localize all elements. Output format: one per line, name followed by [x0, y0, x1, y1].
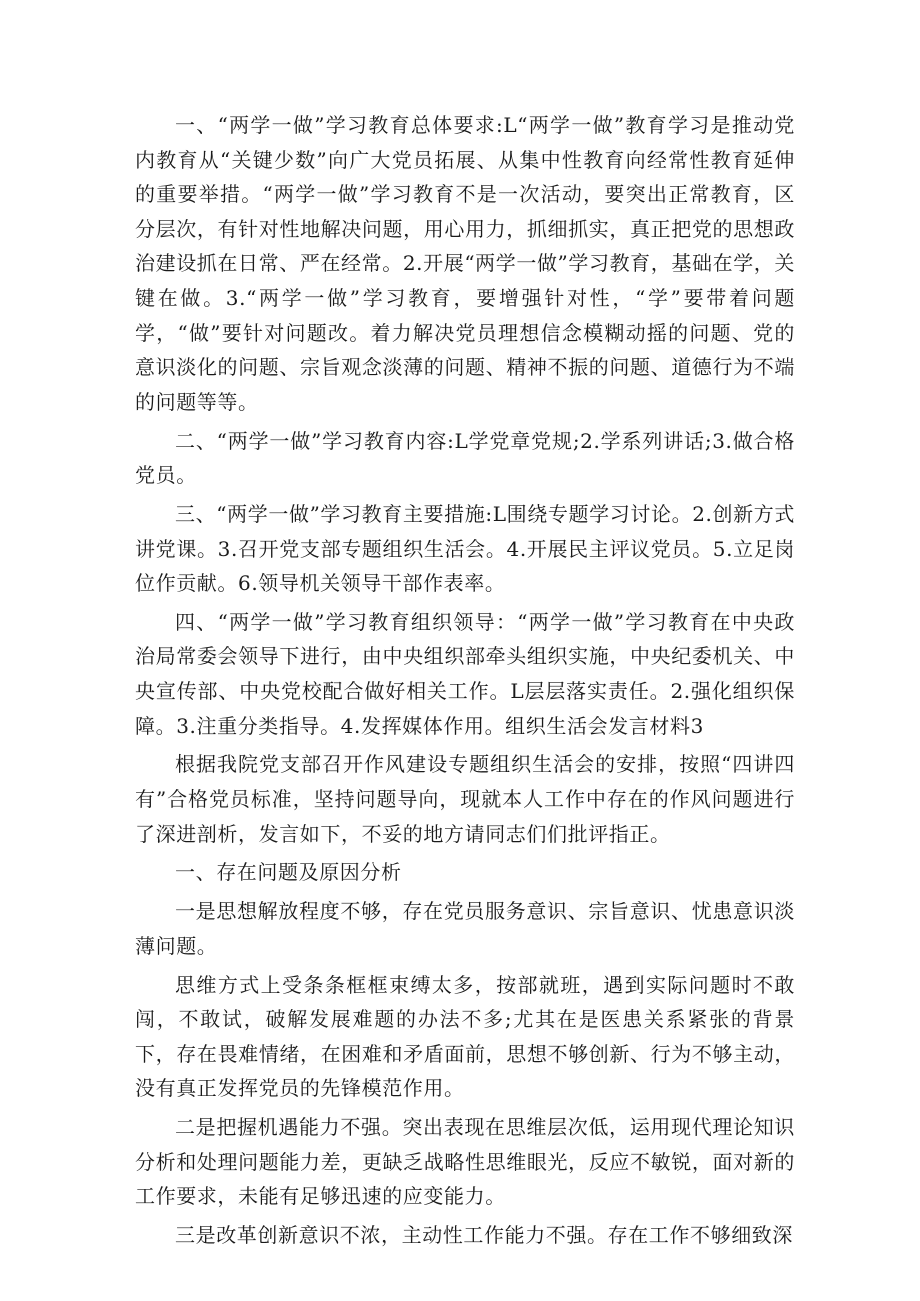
paragraph-overall-requirements: 一、“两学一做”学习教育总体要求:L“两学一做”教育学习是推动党内教育从“关键少数”向广大党员拓展、从集中性教育向经常性教育延伸的重要举措。“两学一做”学习教育不是一次活动，要突出正常教育，区分层次，有针对性地解决问题，用心用力，抓细抓实，真正把党的思想政治建设抓在日常、严在经常。2.开展“两学一做”学习教育，基础在学，关键在做。3.“两学一做”学习教育，要增强针对性，“学”要带着问题学，“做”要针对问题改。着力解决党员理想信念模糊动摇的问题、党的意识淡化的问题、宗旨观念淡薄的问题、精神不振的问题、道德行为不端的问题等等。 — [135, 113, 795, 414]
paragraph-thinking: 思维方式上受条条框框束缚太多，按部就班，遇到实际问题时不敢闯，不敢试，破解发展难题的办法不多;尤其在是医患关系紧张的背景下，存在畏难情绪，在困难和矛盾面前，思想不够创新、行为不够主动，没有真正发挥党员的先锋模范作用。 — [135, 972, 795, 1101]
paragraph-problem-two: 二是把握机遇能力不强。突出表现在思维层次低，运用现代理论知识分析和处理问题能力差，更缺乏战略性思维眼光，反应不敏锐，面对新的工作要求，未能有足够迅速的应变能力。 — [135, 1115, 795, 1209]
paragraph-organization: 四、“两学一做”学习教育组织领导：“两学一做”学习教育在中央政治局常委会领导下进行，由中央组织部牵头组织实施，中央纪委机关、中央宣传部、中央党校配合做好相关工作。L层层落实责任。2.强化组织保障。3.注重分类指导。4.发挥媒体作用。组织生活会发言材料3 — [135, 609, 795, 738]
paragraph-problem-three: 三是改革创新意识不浓，主动性工作能力不强。存在工作不够细致深 — [175, 1223, 793, 1248]
section-heading-problems: 一、存在问题及原因分析 — [175, 860, 402, 885]
paragraph-problem-one: 一是思想解放程度不够，存在党员服务意识、宗旨意识、忧患意识淡薄问题。 — [135, 899, 795, 958]
paragraph-measures: 三、“两学一做”学习教育主要措施:L围绕专题学习讨论。2.创新方式讲党课。3.召开党支部专题组织生活会。4.开展民主评议党员。5.立足岗位作贡献。6.领导机关领导干部作表率。 — [135, 501, 795, 596]
paragraph-intro: 根据我院党支部召开作风建设专题组织生活会的安排，按照“四讲四有”合格党员标准，坚持问题导向，现就本人工作中存在的作风问题进行了深进剖析，发言如下，不妥的地方请同志们们批评指正。 — [135, 752, 795, 846]
paragraph-content: 二、“两学一做”学习教育内容:L学党章党规;2.学系列讲话;3.做合格党员。 — [135, 428, 795, 488]
document-body — [135, 108, 795, 1257]
